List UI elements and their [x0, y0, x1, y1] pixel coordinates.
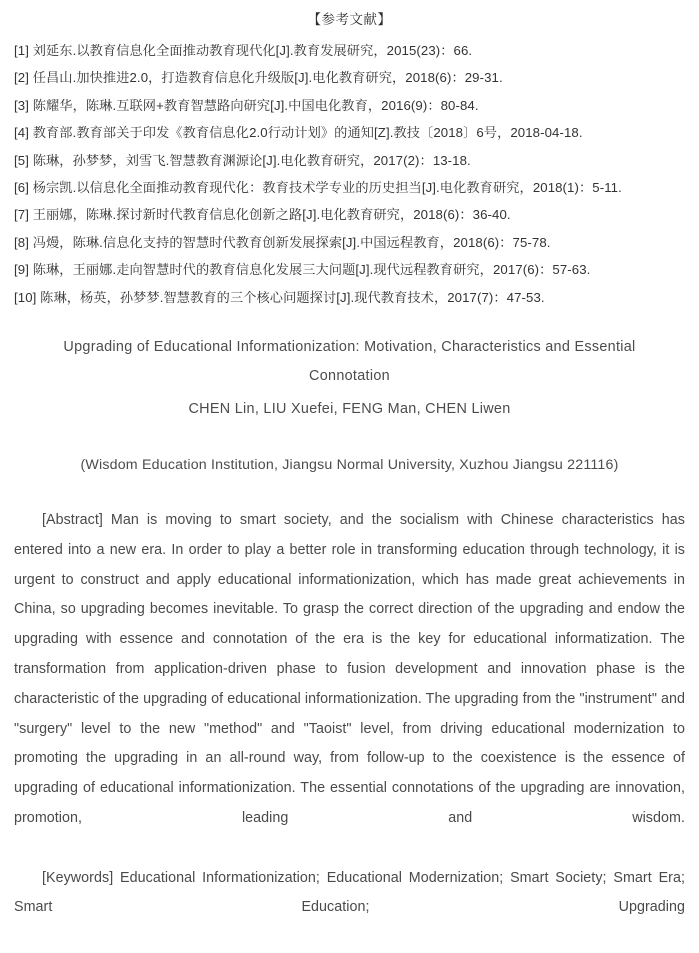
reference-item: [10] 陈琳，杨英，孙梦梦.智慧教育的三个核心问题探讨[J].现代教育技术，2017(7)：47-53.: [14, 289, 545, 305]
english-title: Upgrading of Educational Informationization: Motivation, Characteristics and Essential Connotation: [63, 339, 636, 385]
english-authors: CHEN Lin, LIU Xuefei, FENG Man, CHEN Liwen: [188, 401, 511, 418]
references-list: [14, 37, 685, 311]
reference-item: [1] 刘延东.以教育信息化全面推动教育现代化[J].教育发展研究，2015(23)：66.: [14, 43, 473, 58]
reference-item: [7] 王丽娜，陈琳.探讨新时代教育信息化创新之路[J].电化教育研究，2018(6)：36-40.: [14, 207, 511, 223]
reference-item: [2] 任昌山.加快推进2.0，打造教育信息化升级版[J].电化教育研究，2018(6)：29-31.: [14, 70, 503, 86]
abstract-block: [14, 506, 685, 953]
reference-item: [3] 陈耀华，陈琳.互联网+教育智慧路向研究[J].中国电化教育，2016(9)：80-84.: [14, 97, 479, 113]
abstract-text: [Abstract] Man is moving to smart society, and the socialism with Chinese characteristics has entered into a new era. In order to play a better role in transforming education through technology, it is urgent to construct and apply educational informationization, which has made great achievements in China, so upgrading becomes inevitable. To grasp the correct direction of the upgrading and endow the upgrading with essence and connotation of the era is the key for educational informatization. The transformation from application-driven phase to fusion development and innovation phase is the characteristic of the upgrading of educational informationization. The upgrading from the "instrument" and "surgery" level to the new "method" and "Taoist" level, from driving educational modernization to promoting the upgrading in an all-round way, from follow-up to the coexistence is the essence of upgrading of educational informationization. The essential connotations of the upgrading are innovation, promotion, leading and wisdom.: [14, 512, 685, 827]
reference-item: [8] 冯熳，陈琳.信息化支持的智慧时代教育创新发展探索[J].中国远程教育，2018(6)：75-78.: [14, 234, 551, 250]
reference-item: [5] 陈琳，孙梦梦，刘雪飞.智慧教育渊源论[J].电化教育研究，2017(2)：13-18.: [14, 152, 471, 168]
english-affiliation: (Wisdom Education Institution, Jiangsu Normal University, Xuzhou Jiangsu 221116): [80, 457, 619, 474]
reference-item: [6] 杨宗凯.以信息化全面推动教育现代化：教育技术学专业的历史担当[J].电化教育研究，2018(1)：5-11.: [14, 180, 622, 196]
references-heading: 【参考文献】: [307, 12, 392, 27]
keywords-text: [Keywords] Educational Informationization; Educational Modernization; Smart Society; Smart Era; Smart Education; Upgrading: [14, 869, 685, 916]
english-title-block: [14, 333, 685, 480]
reference-item: [4] 教育部.教育部关于印发《教育信息化2.0行动计划》的通知[Z].教技〔2018〕6号，2018-04-18.: [14, 125, 583, 141]
reference-item: [9] 陈琳，王丽娜.走向智慧时代的教育信息化发展三大问题[J].现代远程教育研究，2017(6)：57-63.: [14, 262, 591, 278]
